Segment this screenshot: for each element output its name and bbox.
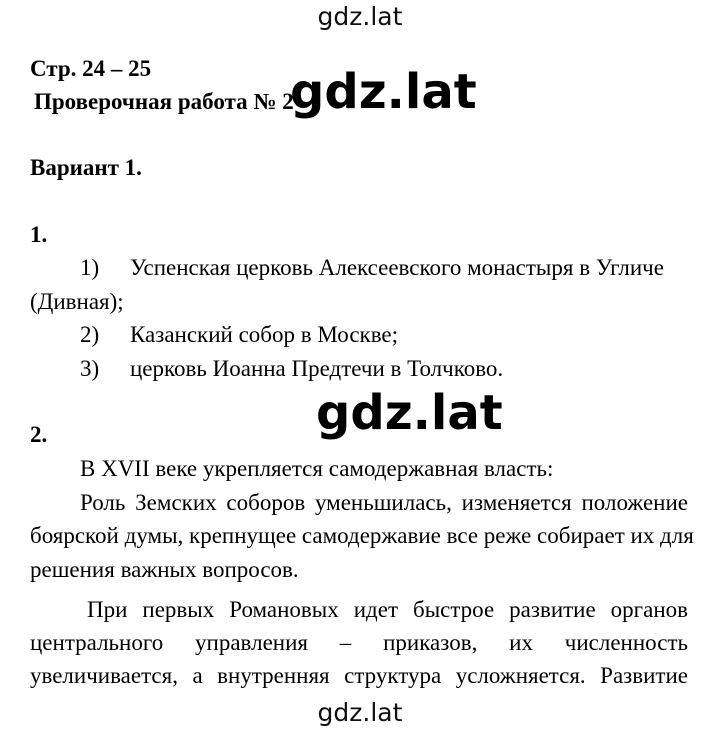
paragraph-line: В XVII веке укрепляется самодержавная власть: bbox=[80, 456, 554, 481]
watermark-bottom: gdz.lat bbox=[317, 698, 403, 727]
paragraph-line: увеличивается, а внутренняя структура усложняется. Развитие bbox=[30, 663, 688, 688]
paragraph-line: Роль Земских соборов уменьшилась, изменяется положение bbox=[80, 490, 688, 515]
list-item-text: Казанский собор в Москве; bbox=[130, 322, 399, 347]
watermark-large-2: gdz.lat bbox=[316, 385, 503, 441]
paragraph-line: При первых Романовых идет быстрое развитие органов bbox=[87, 597, 688, 622]
watermark-top: gdz.lat bbox=[317, 2, 403, 31]
list-item-continuation: (Дивная); bbox=[30, 289, 124, 314]
list-item-number: 3) bbox=[80, 356, 100, 381]
variant-heading: Вариант 1. bbox=[30, 155, 142, 180]
paragraph-line: боярской думы, крепнущее самодержавие все реже собирает их для bbox=[30, 523, 694, 548]
paragraph-line: центрального управления – приказов, их численность bbox=[30, 630, 688, 655]
list-item-text: Успенская церковь Алексеевского монастыря в Угличе bbox=[130, 255, 664, 280]
page-range: Стр. 24 – 25 bbox=[30, 56, 152, 81]
work-title: Проверочная работа № 2 bbox=[34, 89, 294, 114]
paragraph-line: решения важных вопросов. bbox=[30, 557, 299, 582]
list-item-number: 2) bbox=[80, 322, 100, 347]
question-1-number: 1. bbox=[30, 222, 48, 247]
list-item-number: 1) bbox=[80, 255, 100, 280]
question-2-number: 2. bbox=[30, 422, 48, 447]
watermark-large-1: gdz.lat bbox=[290, 64, 477, 120]
list-item-text: церковь Иоанна Предтечи в Толчково. bbox=[130, 356, 504, 381]
